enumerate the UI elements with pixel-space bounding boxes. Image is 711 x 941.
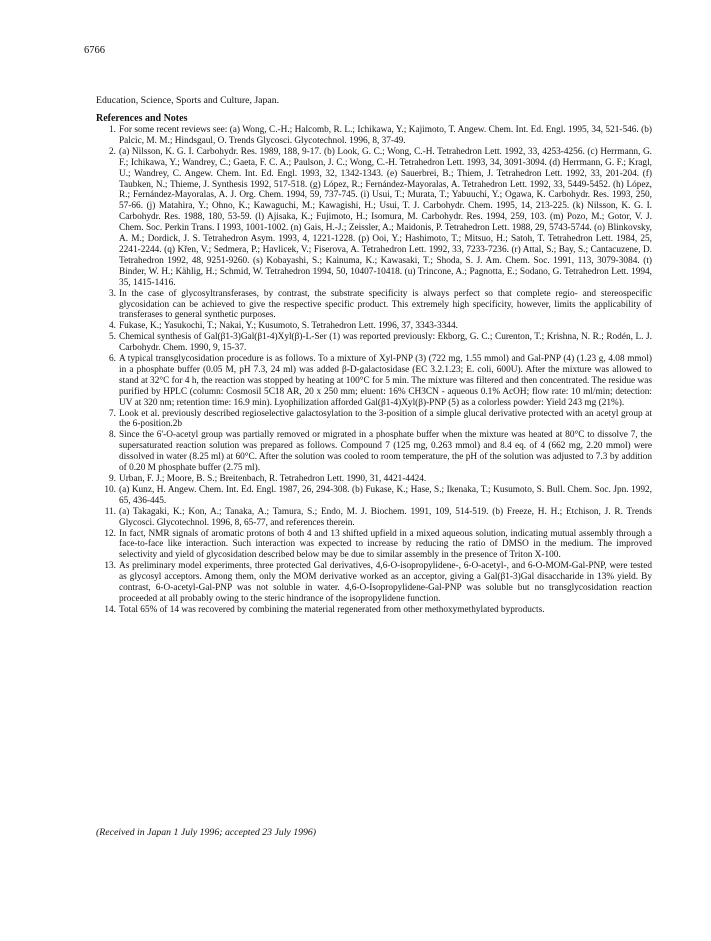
reference-note <box>96 354 652 409</box>
reference-note <box>96 529 652 562</box>
reference-note <box>96 147 652 289</box>
reference-note <box>96 289 652 322</box>
reference-note <box>96 474 652 485</box>
note-text: Urban, F. J.; Moore, B. S.; Breitenbach, R. Tetrahedron Lett. 1990, 31, 4421-4424. <box>119 474 427 484</box>
note-number: 1. <box>109 125 116 135</box>
note-number: 2. <box>109 146 116 157</box>
note-text: Chemical synthesis of Gal(β1-3)Gal(β1-4)Xyl(β)-L-Ser (1) was reported previously: Ekborg, G. C.; Curenton, T.; Krishna, N. R.; Rodén, L. J. Carbohydr. Chem. 1990, 9, 15-37. <box>119 332 652 354</box>
note-text: A typical transglycosidation procedure is as follows. To a mixture of Xyl-PNP (3) (722 mg, 1.55 mmol) and Gal-PNP (4) (1.23 g, 4.08 mmol) in a phosphate buffer (0.05 M, pH 7.3, 24 ml) was added β-D-galactosidase (EC 3.2.1.23; E. coli, 600U). After the mixture was allowed to stand at 32°C for 4 h, the reaction was stopped by heating at 100°C for 5 min. The mixture was filtered and then concentrated. The residue was purified by HPLC (column: Cosmosil 5C18 AR, 20 x 250 mm; eluent: 16% CH3CN - aqueous 0.1% AcOH; flow rate: 10 ml/min; detection: UV at 320 nm; retention time: 16.9 min). Lyophilization afforded Gal(β1-4)Xyl(β)-PNP (5) as a colorless powder: Yield 243 mg (21%). <box>119 354 652 408</box>
note-text: Fukase, K.; Yasukochi, T.; Nakai, Y.; Kusumoto, S. Tetrahedron Lett. 1996, 37, 3343-3344. <box>119 321 458 332</box>
references-heading: References and Notes <box>96 113 188 124</box>
note-number: 12. <box>104 528 116 539</box>
note-number: 10. <box>104 484 116 495</box>
note-number: 7. <box>109 408 116 419</box>
note-number: 3. <box>109 288 116 299</box>
page-number: 6766 <box>84 45 105 56</box>
reference-note <box>96 561 652 605</box>
reference-note <box>96 409 652 431</box>
note-text: Since the 6'-O-acetyl group was partially removed or migrated in a phosphate buffer when the mixture was heated at 80°C to dissolve 7, the supersaturated reaction solution was prepared as follows. Compound 7 (125 mg, 0.263 mmol) and 8.4 eq. of 4 (662 mg, 2.20 mmol) were dissolved in water (8.25 ml) at 60°C. After the solution was cooled to room temperature, the pH of the solution was adjusted to 7.3 by addition of 0.20 M phosphate buffer (2.75 ml). <box>119 430 652 474</box>
note-number: 8. <box>109 430 116 441</box>
acknowledgement-text: Education, Science, Sports and Culture, Japan. <box>96 95 280 106</box>
reference-note <box>96 605 652 616</box>
note-number: 13. <box>104 561 116 572</box>
received-date-line: (Received in Japan 1 July 1996; accepted 23 July 1996) <box>96 827 317 838</box>
note-text: (a) Kunz, H. Angew. Chem. Int. Ed. Engl. 1987, 26, 294-308. (b) Fukase, K.; Hase, S.; Ikenaka, T.; Kusumoto, S. Bull. Chem. Soc. Jpn. 1992, 65, 436-445. <box>119 484 652 506</box>
reference-note <box>96 321 652 332</box>
note-text: In fact, NMR signals of aromatic protons of both 4 and 13 shifted upfield in a mixed aqueous solution, indicating mutual assembly through a face-to-face like interaction. Such interaction was expected to increase by reducing the ratio of DMSO in the medium. The improved selectivity and yield of glycosidation described below may be due to similar assembly in the presence of Triton X-100. <box>119 528 652 561</box>
note-text: Total 65% of 14 was recovered by combining the material regenerated from other methoxymethylated byproducts. <box>119 604 545 615</box>
note-text: Look et al. previously described regioselective galactosylation to the 3-position of a simple glucal derivative protected with an acetyl group at the 6-position.2b <box>119 408 652 430</box>
reference-note <box>96 430 652 474</box>
note-text: In the case of glycosyltransferases, by contrast, the substrate specificity is always perfect so that complete regio- and stereospecific glycosidation can be achieved to give the respective specific product. This extremely high specificity, however, limits the applicability of transferases to general synthetic purposes. <box>119 288 652 321</box>
note-text: As preliminary model experiments, three protected Gal derivatives, 4,6-O-isopropylidene-, 6-O-acetyl-, and 6-O-MOM-Gal-PNP, were tested as glycosyl acceptors. Among them, only the MOM derivative worked as an acceptor, giving a Gal(β1-3)Gal disaccharide in 13% yield. By contrast, 6-O-acetyl-Gal-PNP was not soluble in water. 4,6-O-Isopropylidene-Gal-PNP was soluble but no transglycosidation reaction proceeded at all probably owing to the steric hindrance of the isopropylidene function. <box>119 561 652 604</box>
reference-note <box>96 485 652 507</box>
note-number: 11. <box>104 506 116 517</box>
note-text: (a) Takagaki, K.; Kon, A.; Tanaka, A.; Tamura, S.; Endo, M. J. Biochem. 1991, 109, 514-519. (b) Freeze, H. H.; Etchison, J. R. Trends Glycosci. Glycotechnol. 1996, 8, 65-77, and references therein. <box>119 506 652 528</box>
note-number: 14. <box>104 604 116 615</box>
note-number: 4. <box>109 321 116 332</box>
note-number: 9. <box>109 474 116 484</box>
references-section <box>96 113 652 616</box>
note-number: 5. <box>109 332 116 343</box>
note-number: 6. <box>109 354 116 365</box>
note-text: (a) Nilsson, K. G. I. Carbohydr. Res. 1989, 188, 9-17. (b) Look, G. C.; Wong, C.-H. Tetrahedron Lett. 1992, 33, 4253-4256. (c) Herrmann, G. F.; Ichikawa, Y.; Wandrey, C.; Gaeta, F. C. A.; Paulson, J. C.; Wong, C.-H. Tetrahedron Lett. 1993, 34, 3091-3094. (d) Herrmann, G. F.; Kragl, U.; Wandrey, C. Angew. Chem. Int. Ed. Engl. 1993, 32, 1342-1343. (e) Sauerbrei, B.; Thiem, J. Tetrahedron Lett. 1992, 33, 201-204. (f) Taubken, N.; Thieme, J. Synthesis 1992, 517-518. (g) López, R.; Fernández-Mayoralas, A. Tetrahedron Lett. 1992, 33, 5449-5452. (h) López, R.; Fernández-Mayoralas, A. J. Org. Chem. 1994, 59, 737-745. (i) Usui, T.; Murata, T.; Yabuuchi, Y.; Ogawa, K. Carbohydr. Res. 1993, 250, 57-66. (j) Matahira, Y.; Ohno, K.; Kawaguchi, M.; Kawagishi, H.; Usui, T. J. Carbohydr. Chem. 1995, 14, 213-225. (k) Nilsson, K. G. I. Carbohydr. Res. 1988, 180, 53-59. (l) Ajisaka, K.; Fujimoto, H.; Isomura, M. Carbohydr. Res. 1994, 259, 103. (m) Pozo, M.; Gotor, V. J. Chem. Soc. Perkin Trans. I 1993, 1001-1002. (n) Gais, H.-J.; Zeissler, A.; Maidonis, P. Tetrahedron Lett. 1988, 29, 5743-5744. (o) Blinkovsky, A. M.; Dordick, J. S. Tetrahedron Asym. 1993, 4, 1221-1228. (p) Ooi, Y.; Hashimoto, T.; Mitsuo, H.; Satoh, T. Tetrahedron Lett. 1984, 25, 2241-2244. (q) Křen, V.; Sedmera, P.; Havlicek, V.; Fiserova, A. Tetrahedron Lett. 1992, 33, 7233-7236. (r) Attal, S.; Bay, S.; Cantacuzene, D. Tetrahedron 1992, 48, 9251-9260. (s) Kobayashi, S.; Kainuma, K.; Kawasaki, T.; Shoda, S. J. Am. Chem. Soc. 1991, 113, 3079-3084. (t) Binder, W. H.; Kählig, H.; Schmid, W. Tetrahedron 1994, 50, 10407-10418. (u) Trincone, A.; Pagnotta, E.; Sodano, G. Tetrahedron Lett. 1994, 35, 1415-1416. <box>119 146 652 288</box>
reference-note <box>96 507 652 529</box>
reference-note <box>96 332 652 354</box>
reference-note <box>96 125 652 147</box>
note-text: For some recent reviews see: (a) Wong, C.-H.; Halcomb, R. L.; Ichikawa, Y.; Kajimoto, T. Angew. Chem. Int. Ed. Engl. 1995, 34, 521-546. (b) Palcic, M. M.; Hindsgaul, O. Trends Glycosci. Glycotechnol. 1996, 8, 37-49. <box>119 125 652 146</box>
